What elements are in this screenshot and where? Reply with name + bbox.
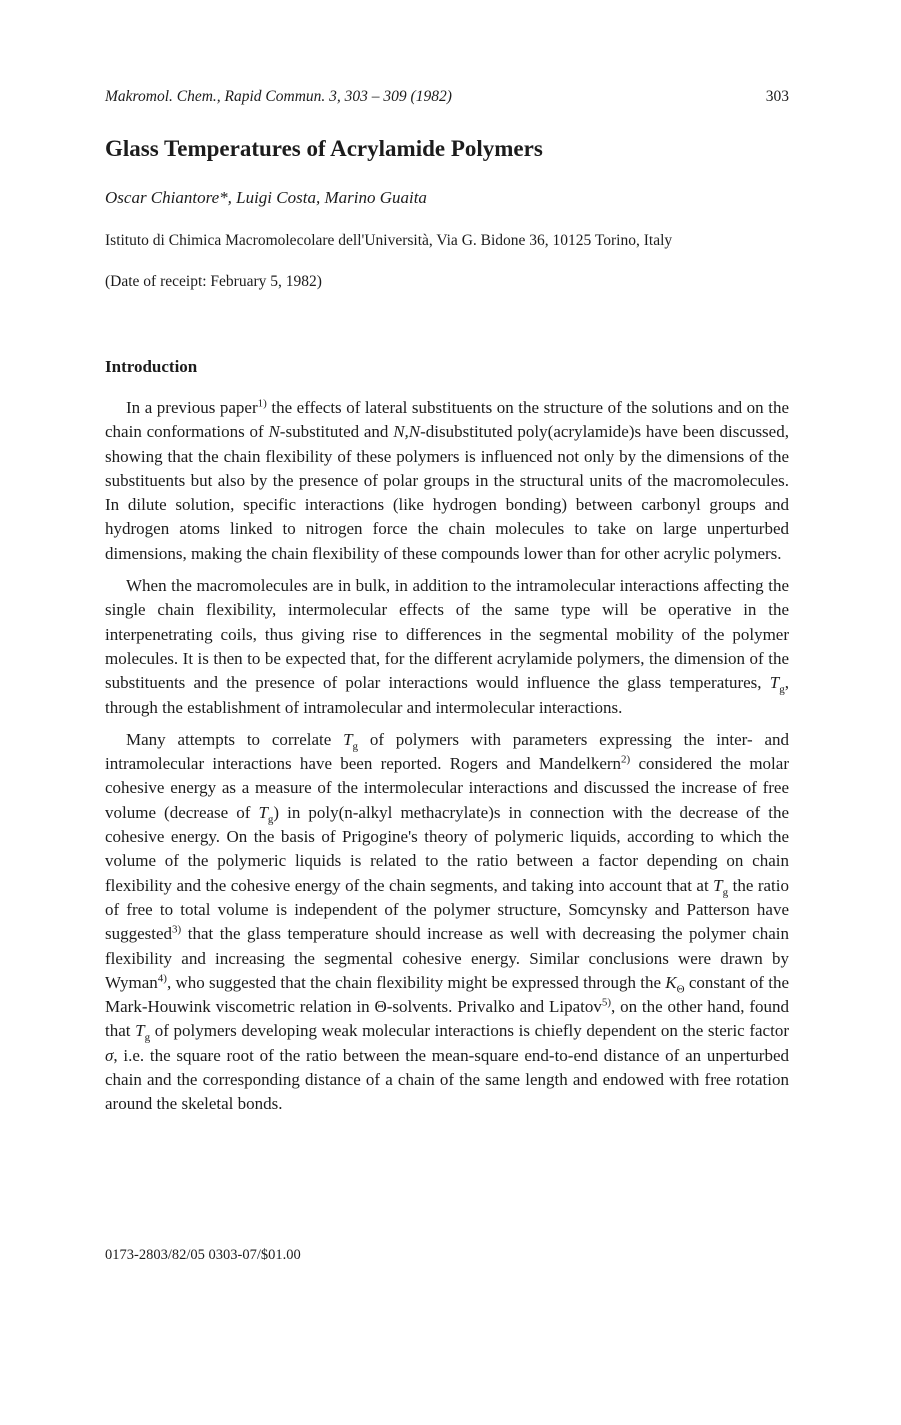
affiliation: Istituto di Chimica Macromolecolare dell'Università, Via G. Bidone 36, 10125 Torino, Italy [105, 232, 673, 249]
section-heading: Introduction [105, 357, 198, 376]
article-body [105, 396, 789, 1125]
author-list: Oscar Chiantore*, Luigi Costa, Marino Guaita [105, 188, 427, 207]
page-number: 303 [765, 88, 789, 105]
article-title: Glass Temperatures of Acrylamide Polymers [105, 136, 543, 161]
running-header [105, 88, 789, 106]
publication-code: 0173-2803/82/05 0303-07/$01.00 [105, 1247, 301, 1263]
paragraph: When the macromolecules are in bulk, in addition to the intramolecular interactions affecting the single chain flexibility, intermolecular effects of the same type will be operative in the interpenetrating coils, thus giving rise to differences in the segmental mobility of the polymer molecules. It is then to be expected that, for the different acrylamide polymers, the dimension of the substituents and the presence of polar interactions would influence the glass temperatures, $T_g$, through the establishment of intramolecular and intermolecular interactions. [105, 576, 789, 717]
paragraph: Many attempts to correlate $T_g$ of polymers with parameters expressing the inter- and intramolecular interactions have been reported. Rogers and Mandelkern$^{2)}$ considered the molar cohesive energy as a measure of the intermolecular interactions and discussed the increase of free volume (decrease of $T_g$) in poly(n-alkyl methacrylate)s in connection with the decrease of the cohesive energy. On the basis of Prigogine's theory of polymeric liquids, according to which the volume of the polymeric liquids is related to the ratio between a factor depending on chain flexibility and the cohesive energy of the chain segments, and taking into account that at $T_g$ the ratio of free to total volume is independent of the polymer structure, Somcynsky and Patterson have suggested$^{3)}$ that the glass temperature should increase as well with decreasing the polymer chain flexibility and increasing the segmental cohesive energy. Similar conclusions were drawn by Wyman$^{4)}$, who suggested that the chain flexibility might be expressed through the $K_\Theta$ constant of the Mark-Houwink viscometric relation in Θ-solvents. Privalko and Lipatov$^{5)}$, on the other hand, found that $T_g$ of polymers developing weak molecular interactions is chiefly dependent on the steric factor σ, i.e. the square root of the ratio between the mean-square end-to-end distance of an unperturbed chain and the corresponding distance of a chain of the same length and endowed with free rotation around the skeletal bonds. [105, 729, 790, 1114]
paragraph: In a previous paper$^{1)}$ the effects of lateral substituents on the structure of the solutions and on the chain conformations of N-substituted and N,N-disubstituted poly(acrylamide)s have been discussed, showing that the chain flexibility of these polymers is influenced not only by the dimensions of the substituents but also by the presence of polar groups in the structural units of the macromolecules. In dilute solution, specific interactions (like hydrogen bonding) between carbonyl groups and hydrogen atoms linked to nitrogen force the chain molecules to take on large unperturbed dimensions, making the chain flexibility of these compounds lower than for other acrylic polymers. [105, 397, 789, 563]
receipt-date: (Date of receipt: February 5, 1982) [105, 273, 322, 290]
journal-reference: Makromol. Chem., Rapid Commun. 3, 303 – 309 (1982) [105, 88, 452, 105]
